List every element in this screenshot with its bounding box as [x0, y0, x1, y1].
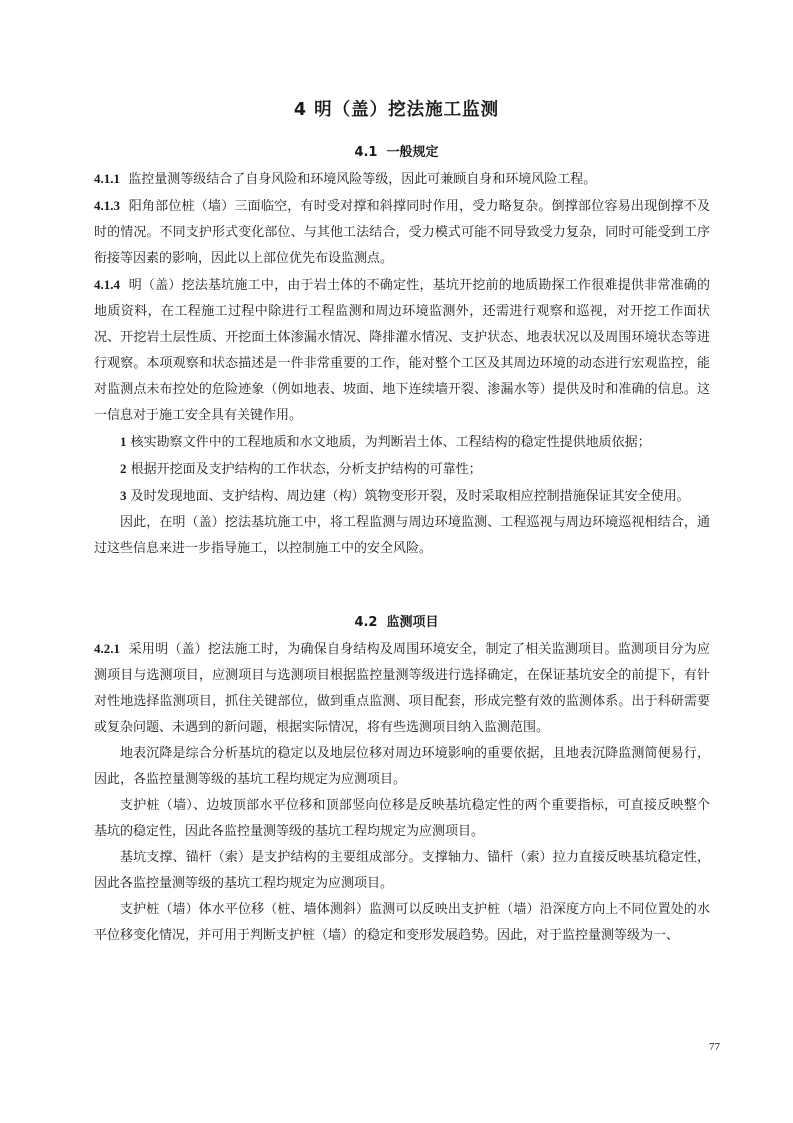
list-item — [94, 456, 710, 483]
section-heading — [0, 141, 793, 160]
section-title-text: 监测项目 — [386, 615, 439, 630]
section-number: 4.2 — [354, 615, 378, 630]
list-item-text: 及时发现地面、支护结构、周边建（构）筑物变形开裂，及时采取相应控制措施保证其安全使用。 — [130, 489, 690, 504]
page-number: 77 — [709, 1041, 720, 1053]
clause — [94, 272, 710, 429]
section-number: 4.1 — [354, 145, 378, 160]
paragraph: 因此，在明（盖）挖法基坑施工中，将工程监测与周边环境监测、工程巡视与周边环境巡视相结合，通过这些信息来进一步指导施工，以控制施工中的安全风险。 — [94, 515, 710, 556]
clause-text: 采用明（盖）挖法施工时，为确保自身结构及周围环境安全，制定了相关监测项目。监测项目分为应测项目与选测项目，应测项目与选测项目根据监控量测等级进行选择确定，在保证基坑安全的前提下，有针对性地选择监测项目，抓住关键部位，做到重点监测、项目配套，形成完整有效的监测体系。出于科研需要或复杂问题、未遇到的新问题，根据实际情况，将有些选测项目纳入监测范围。 — [94, 642, 710, 735]
clause-number: 4.1.3 — [94, 198, 120, 213]
paragraph: 支护桩（墙）体水平位移（桩、墙体测斜）监测可以反映出支护桩（墙）沿深度方向上不同位置处的水平位移变化情况，并可用于判断支护桩（墙）的稳定和变形发展趋势。因此，对于监控量测等级为一、 — [94, 902, 710, 943]
list-item-text: 根据开挖面及支护结构的工作状态，分析支护结构的可靠性； — [130, 462, 482, 477]
list-item-number: 1 — [120, 434, 127, 449]
section-4-1-body — [94, 166, 710, 562]
clause-number: 4.1.1 — [94, 171, 120, 186]
clause-text: 明（盖）挖法基坑施工中，由于岩土体的不确定性，基坑开挖前的地质勘探工作很难提供非常准确的地质资料，在工程施工过程中除进行工程监测和周边环境监测外，还需进行观察和巡视，对开挖工作面状况、开挖岩土层性质、开挖面土体渗漏水情况、降排灌水情况、支护状态、地表状况以及周围环境状态等进行观察。本项观察和状态描述是一件非常重要的工作，能对整个工区及其周边环境的动态进行宏观监控，能对监测点未布控处的危险迹象（例如地表、坡面、地下连续墙开裂、渗漏水等）提供及时和准确的信息。这一信息对于施工安全具有关键作用。 — [94, 278, 710, 423]
clause-number: 4.2.1 — [94, 641, 120, 656]
clause — [94, 193, 710, 272]
list-item — [94, 429, 710, 456]
clause-text: 阳角部位桩（墙）三面临空，有时受对撑和斜撑同时作用，受力略复杂。倒撑部位容易出现倒撑不及时的情况。不同支护形式变化部位、与其他工法结合，受力模式可能不同导致受力复杂，同时可能受到工序衔接等因素的影响，因此以上部位优先布设监测点。 — [94, 199, 710, 266]
clause-text: 监控量测等级结合了自身风险和环境风险等级，因此可兼顾自身和环境风险工程。 — [128, 172, 597, 187]
section-heading — [0, 611, 793, 630]
list-item-number: 3 — [120, 488, 127, 503]
clause — [94, 636, 710, 741]
paragraph: 地表沉降是综合分析基坑的稳定以及地层位移对周边环境影响的重要依据，且地表沉降监测简便易行，因此，各监控量测等级的基坑工程均规定为应测项目。 — [94, 746, 710, 787]
paragraph: 基坑支撑、锚杆（索）是支护结构的主要组成部分。支撑轴力、锚杆（索）拉力直接反映基坑稳定性，因此各监控量测等级的基坑工程均规定为应测项目。 — [94, 850, 710, 891]
list-item-text: 核实勘察文件中的工程地质和水文地质，为判断岩土体、工程结构的稳定性提供地质依据； — [130, 435, 651, 450]
clause — [94, 166, 710, 193]
paragraph: 支护桩（墙）、边坡顶部水平位移和顶部竖向位移是反映基坑稳定性的两个重要指标，可直接反映整个基坑的稳定性，因此各监控量测等级的基坑工程均规定为应测项目。 — [94, 798, 710, 839]
chapter-title: 4 明（盖）挖法施工监测 — [293, 100, 500, 120]
list-item-number: 2 — [120, 461, 127, 476]
list-item — [94, 483, 710, 510]
section-title-text: 一般规定 — [386, 145, 439, 160]
section-4-2-body — [94, 636, 710, 949]
clause-number: 4.1.4 — [94, 277, 120, 292]
